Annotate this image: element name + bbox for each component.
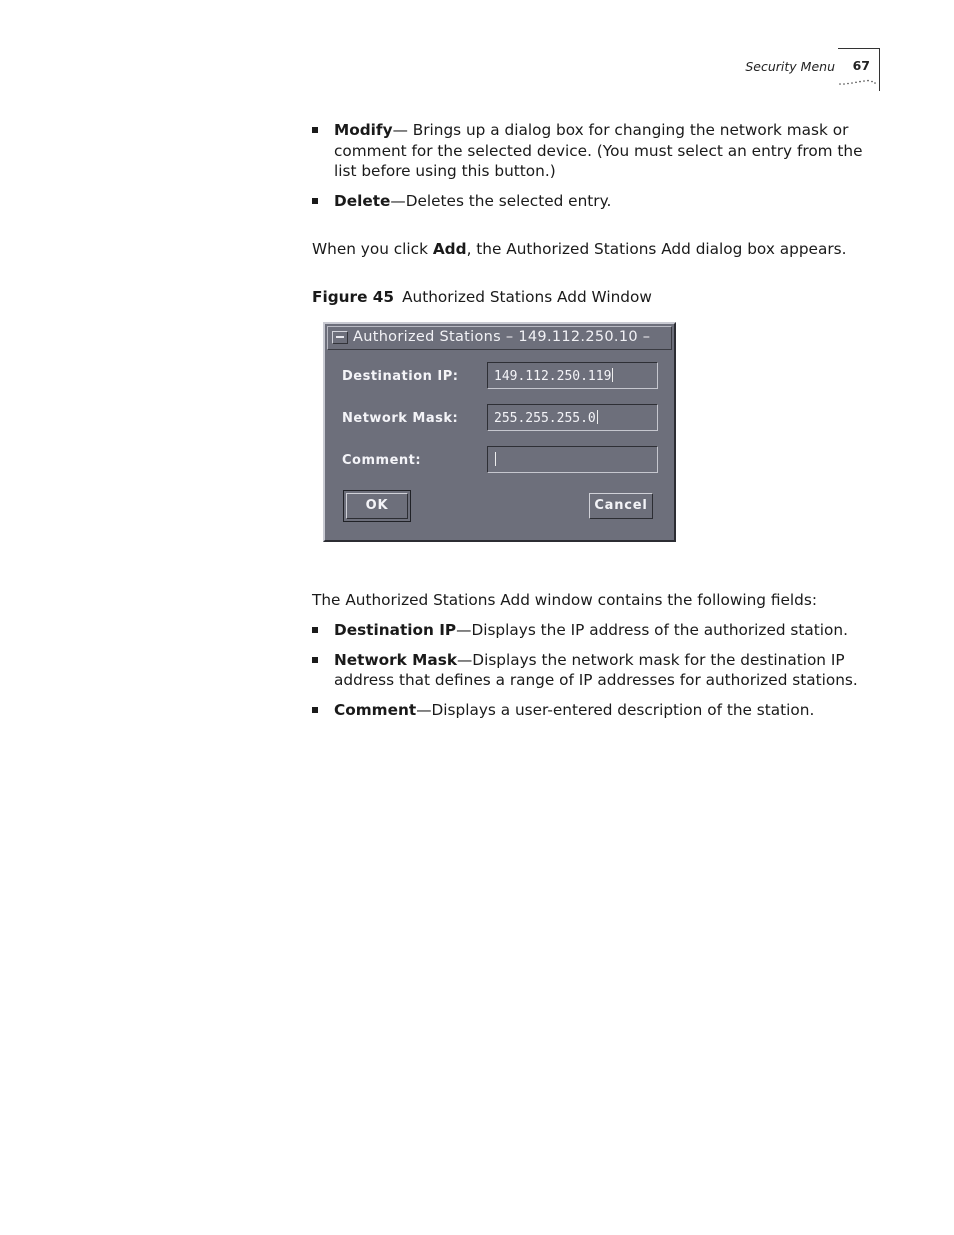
bullet-destination-ip	[312, 620, 887, 641]
bullet-text: —Displays the network mask for the destination IP address that defines a range of IP addresses for authorized stations.	[334, 650, 858, 689]
authorized-stations-dialog	[323, 322, 676, 542]
header-rule-vertical	[879, 48, 881, 91]
header-rule-horizontal	[838, 48, 880, 49]
bullet-square-icon	[312, 198, 318, 204]
network-mask-input[interactable]	[487, 404, 658, 431]
bullet-text: — Brings up a dialog box for changing the network mask or comment for the selected device. (You must select an entry from the list before using this button.)	[334, 121, 863, 180]
page-number: 67	[852, 58, 870, 73]
comment-input[interactable]	[487, 446, 658, 473]
figure-caption	[312, 287, 652, 308]
cancel-button[interactable]: Cancel	[589, 493, 653, 519]
bullet-network-mask	[312, 650, 887, 691]
section-name: Security Menu	[745, 59, 835, 74]
destination-ip-value: 149.112.250.119	[494, 369, 612, 384]
bullet-square-icon	[312, 707, 318, 713]
figure-title: Authorized Stations Add Window	[402, 288, 652, 306]
add-paragraph-bold: Add	[432, 240, 467, 258]
bullet-delete	[312, 191, 887, 212]
bullet-term: Delete	[334, 191, 391, 210]
bullet-list-bottom	[312, 620, 887, 729]
dialog-titlebar[interactable]	[327, 326, 672, 350]
bullet-list-top	[312, 120, 887, 220]
ok-button[interactable]: OK	[346, 493, 408, 519]
add-paragraph-after: , the Authorized Stations Add dialog box appears.	[466, 240, 847, 258]
page-header	[600, 55, 882, 95]
fields-paragraph: The Authorized Stations Add window contains the following fields:	[312, 591, 818, 609]
bullet-text: —Displays the IP address of the authorized station.	[456, 621, 848, 639]
network-mask-value: 255.255.255.0	[494, 411, 596, 426]
ok-button-default-ring	[343, 490, 411, 522]
bullet-square-icon	[312, 627, 318, 633]
text-caret-icon	[495, 452, 496, 466]
bullet-square-icon	[312, 657, 318, 663]
figure-label: Figure 45	[312, 288, 395, 306]
text-caret-icon	[597, 410, 598, 424]
bullet-term: Comment	[334, 700, 417, 719]
network-mask-label: Network Mask:	[342, 411, 459, 426]
add-paragraph	[312, 239, 846, 260]
bullet-term: Modify	[334, 121, 393, 139]
window-menu-icon[interactable]	[332, 331, 348, 344]
bullet-comment	[312, 700, 887, 721]
bullet-modify	[312, 120, 887, 182]
dialog-title: Authorized Stations – 149.112.250.10 –	[353, 329, 651, 345]
destination-ip-label: Destination IP:	[342, 369, 459, 384]
bullet-term: Destination IP	[334, 621, 457, 639]
add-paragraph-before: When you click	[312, 240, 433, 258]
bullet-text: —Displays a user-entered description of the station.	[416, 700, 815, 719]
comment-label: Comment:	[342, 453, 422, 468]
header-dots-ornament	[838, 78, 878, 86]
bullet-term: Network Mask	[334, 650, 457, 669]
bullet-text: —Deletes the selected entry.	[390, 191, 612, 210]
bullet-square-icon	[312, 127, 318, 133]
destination-ip-input[interactable]	[487, 362, 658, 389]
text-caret-icon	[612, 368, 613, 382]
